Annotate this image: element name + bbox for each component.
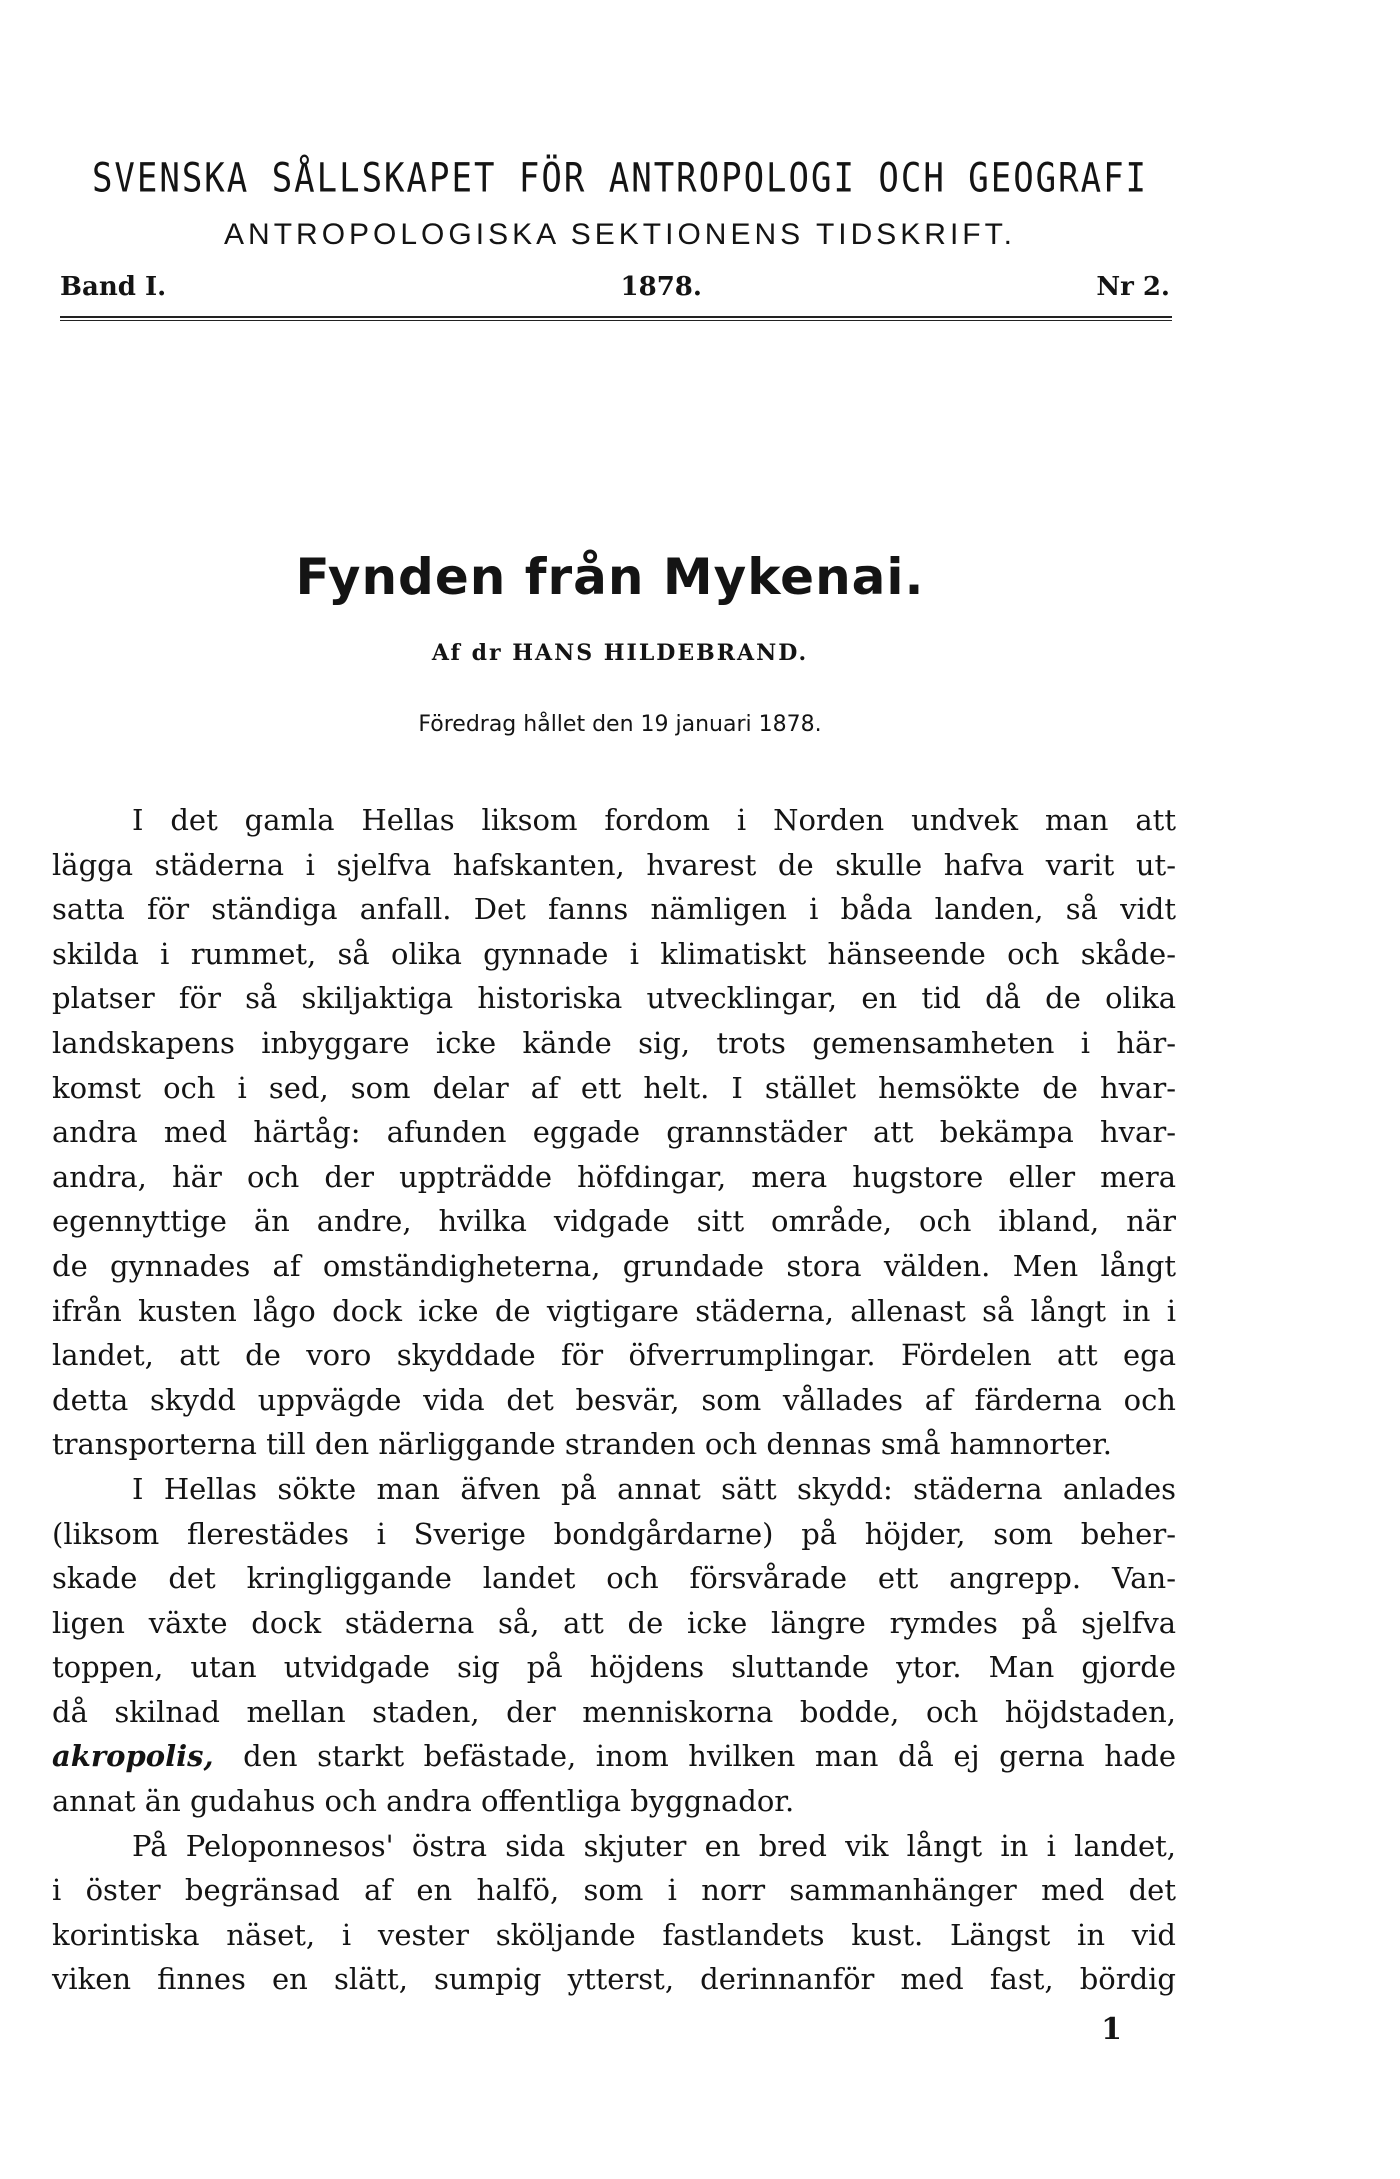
body-line-mixed bbox=[52, 1734, 1176, 1779]
issue-meta bbox=[60, 272, 1170, 302]
header-rule bbox=[60, 316, 1172, 321]
body-term-akropolis: akropolis, bbox=[52, 1739, 214, 1774]
body-line: egennyttige än andre, hvilka vidgade sitt område, och ibland, när bbox=[52, 1204, 1176, 1239]
body-line: satta för ständiga anfall. Det fanns nämligen i båda landen, så vidt bbox=[52, 892, 1176, 927]
body-line-rest: den starkt befästade, inom hvilken man då ej gerna hade bbox=[223, 1739, 1176, 1774]
body-line: platser för så skiljaktiga historiska utvecklingar, en tid då de olika bbox=[52, 981, 1176, 1016]
body-line: På Peloponnesos' östra sida skjuter en bred vik långt in i landet, bbox=[132, 1828, 1176, 1863]
body-line: landskapens inbyggare icke kände sig, trots gemensamheten i här- bbox=[52, 1025, 1176, 1060]
body-line: skade det kringliggande landet och försvårade ett angrepp. Van- bbox=[52, 1561, 1176, 1596]
body-line: då skilnad mellan staden, der menniskorna bodde, och höjdstaden, bbox=[52, 1694, 1176, 1729]
body-line: komst och i sed, som delar af ett helt. I stället hemsökte de hvar- bbox=[52, 1070, 1176, 1105]
body-line: ifrån kusten lågo dock icke de vigtigare städerna, allenast så långt in i bbox=[52, 1293, 1176, 1328]
body-line: korintiska näset, i vester sköljande fastlandets kust. Längst in vid bbox=[52, 1917, 1176, 1952]
body-line: transporterna till den närliggande stranden och dennas små hamnorter. bbox=[52, 1427, 1112, 1462]
journal-title: ANTROPOLOGISKA SEKTIONENS TIDSKRIFT. bbox=[224, 218, 1016, 251]
body-line: toppen, utan utvidgade sig på höjdens sluttande ytor. Man gjorde bbox=[52, 1650, 1176, 1685]
body-line: landet, att de voro skyddade för öfverrumplingar. Fördelen att ega bbox=[52, 1338, 1176, 1373]
volume-label: Band I. bbox=[60, 272, 167, 302]
body-line: (liksom flerestädes i Sverige bondgårdarne) på höjder, som beher- bbox=[52, 1516, 1176, 1551]
article-body bbox=[52, 798, 1176, 2002]
society-name: SVENSKA SÅLLSKAPET FÖR ANTROPOLOGI OCH GEOGRAFI bbox=[91, 155, 1149, 203]
body-line: annat än gudahus och andra offentliga byggnador. bbox=[52, 1784, 795, 1819]
body-line: andra med härtåg: afunden eggade grannstäder att bekämpa hvar- bbox=[52, 1115, 1176, 1150]
body-line: lägga städerna i sjelfva hafskanten, hvarest de skulle hafva varit ut- bbox=[52, 847, 1176, 882]
body-line: detta skydd uppvägde vida det besvär, som vållades af färderna och bbox=[52, 1382, 1176, 1417]
body-line: i öster begränsad af en halfö, som i norr sammanhänger med det bbox=[52, 1873, 1176, 1908]
body-line: viken finnes en slätt, sumpig ytterst, derinnanför med fast, bördig bbox=[52, 1962, 1176, 1997]
body-line: I det gamla Hellas liksom fordom i Norden undvek man att bbox=[132, 803, 1176, 837]
lecture-note: Föredrag hållet den 19 januari 1878. bbox=[418, 712, 822, 737]
body-line: skilda i rummet, så olika gynnade i klimatiskt hänseende och skåde- bbox=[52, 936, 1176, 971]
article-title: Fynden från Mykenai. bbox=[295, 548, 925, 606]
body-line: de gynnades af omständigheterna, grundade stora välden. Men långt bbox=[52, 1248, 1176, 1283]
body-line: andra, här och der uppträdde höfdingar, mera hugstore eller mera bbox=[52, 1159, 1176, 1194]
body-line: ligen växte dock städerna så, att de icke längre rymdes på sjelfva bbox=[52, 1605, 1176, 1640]
page-number: 1 bbox=[1101, 2012, 1122, 2047]
article-author: Af dr HANS HILDEBRAND. bbox=[431, 640, 809, 666]
issue-label: Nr 2. bbox=[1096, 272, 1170, 302]
year-label: 1878. bbox=[620, 272, 702, 302]
body-line: I Hellas sökte man äfven på annat sätt skydd: städerna anlades bbox=[132, 1471, 1176, 1506]
